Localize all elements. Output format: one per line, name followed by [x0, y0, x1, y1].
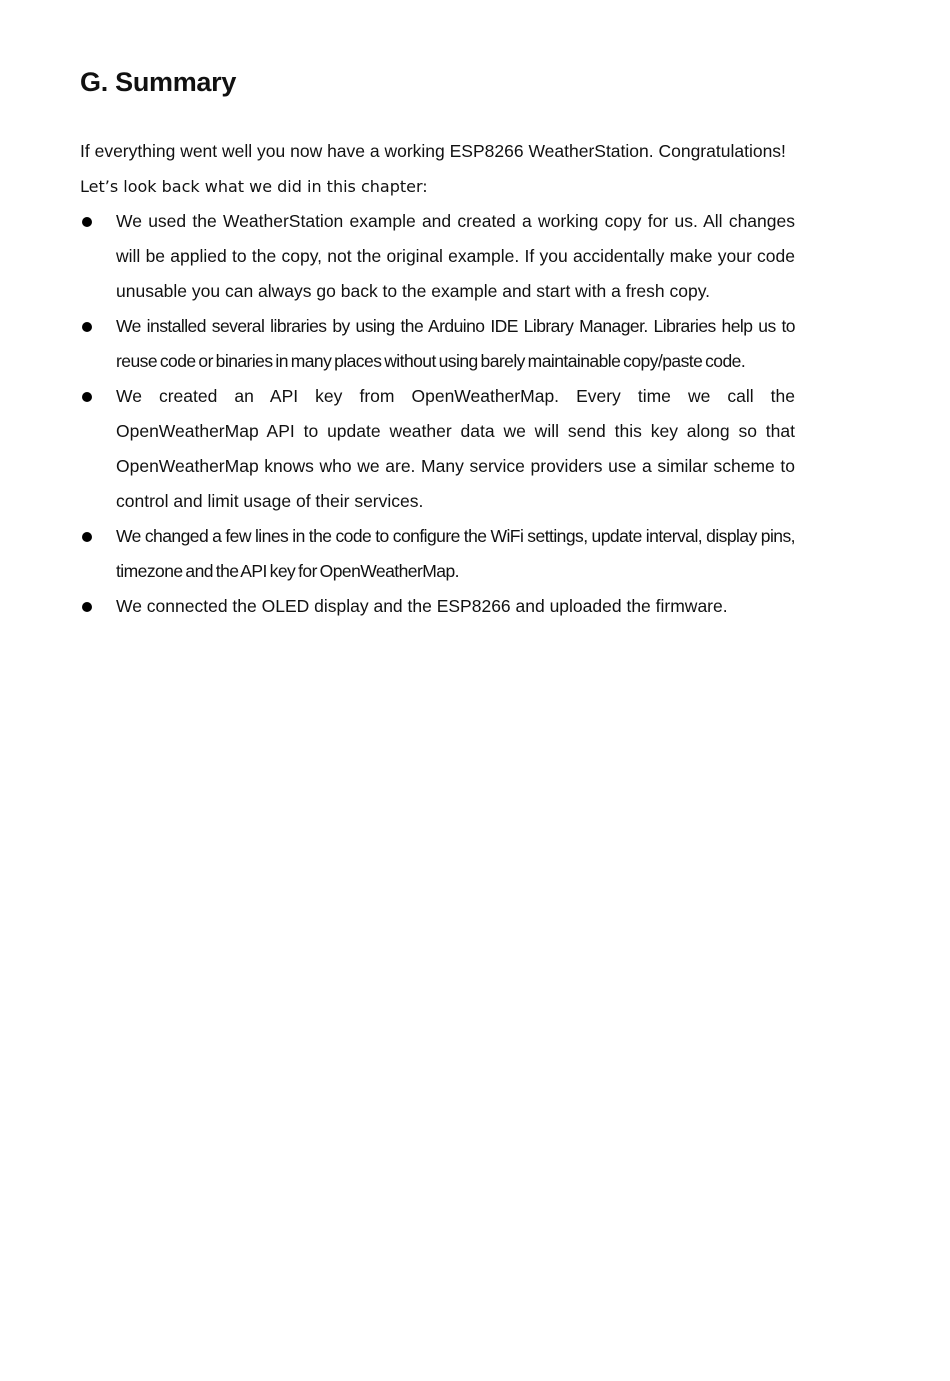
list-item-text: We connected the OLED display and the ESP8266 and uploaded the firmware. [116, 596, 728, 616]
list-lead-in: Let’s look back what we did in this chapter: [80, 177, 428, 196]
bullet-icon [82, 322, 92, 332]
list-item-text: We created an API key from OpenWeatherMap. Every time we call the OpenWeatherMap API to update weather data we will send this key along so that OpenWeatherMap knows who we are. Many service providers use a similar scheme to control and limit usage of their services. [116, 386, 795, 511]
list-item [80, 519, 795, 589]
bullet-icon [82, 532, 92, 542]
list-item [80, 204, 795, 309]
section-heading: G. Summary [80, 67, 237, 97]
document-page [80, 60, 810, 624]
list-item-text: We changed a few lines in the code to configure the WiFi settings, update interval, display pins, timezone and the API key for OpenWeatherMap. [116, 526, 795, 581]
list-item [80, 589, 795, 624]
list-item [80, 309, 795, 379]
bullet-icon [82, 602, 92, 612]
list-item-text: We used the WeatherStation example and created a working copy for us. All changes will be applied to the copy, not the original example. If you accidentally make your code unusable you can always go back to the example and start with a fresh copy. [116, 211, 795, 301]
intro-paragraph: If everything went well you now have a working ESP8266 WeatherStation. Congratulations! [80, 141, 786, 161]
list-item [80, 379, 795, 519]
bullet-icon [82, 217, 92, 227]
summary-list [80, 204, 795, 624]
bullet-icon [82, 392, 92, 402]
list-item-text: We installed several libraries by using the Arduino IDE Library Manager. Libraries help us to reuse code or binaries in many places without using barely maintainable copy/paste code. [116, 316, 795, 371]
